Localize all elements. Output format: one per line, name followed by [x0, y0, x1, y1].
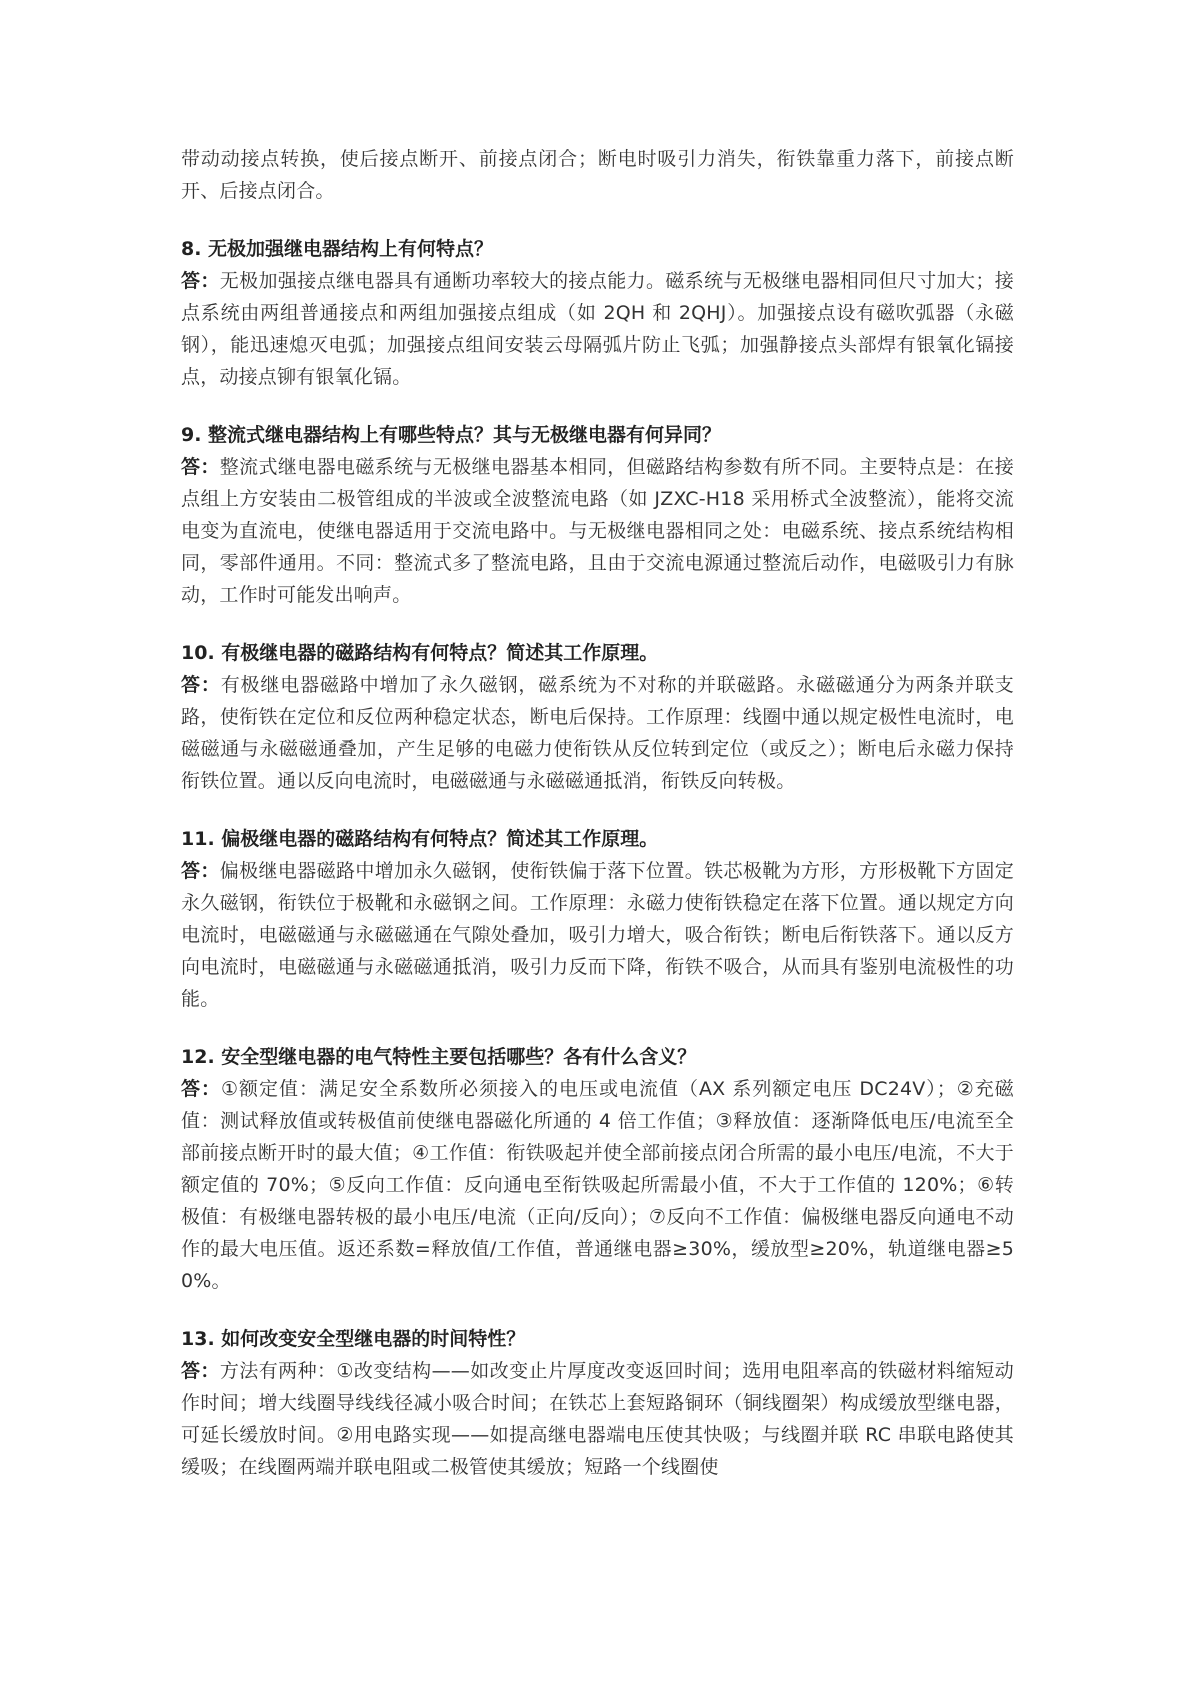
answer-paragraph — [181, 855, 1014, 1015]
question-heading: 10. 有极继电器的磁路结构有何特点？简述其工作原理。 — [181, 642, 659, 664]
answer-paragraph — [181, 669, 1014, 797]
qa-item-8 — [181, 233, 1014, 393]
answer-label: 答： — [181, 456, 220, 478]
answer-text: 方法有两种：①改变结构——如改变止片厚度改变返回时间；选用电阻率高的铁磁材料缩短动作时间；增大线圈导线线径减小吸合时间；在铁芯上套短路铜环（铜线圈架）构成缓放型继电器，可延长缓放时间。②用电路实现——如提高继电器端电压使其快吸；与线圈并联 RC 串联电路使其缓吸；在线圈两端并联电阻或二极管使其缓放；短路一个线圈使 — [181, 1360, 1014, 1478]
answer-label: 答： — [181, 674, 221, 696]
answer-paragraph — [181, 451, 1014, 611]
answer-text: 有极继电器磁路中增加了永久磁钢，磁系统为不对称的并联磁路。永磁磁通分为两条并联支路，使衔铁在定位和反位两种稳定状态，断电后保持。工作原理：线圈中通以规定极性电流时，电磁磁通与永磁磁通叠加，产生足够的电磁力使衔铁从反位转到定位（或反之）；断电后永磁力保持衔铁位置。通以反向电流时，电磁磁通与永磁磁通抵消，衔铁反向转极。 — [181, 674, 1014, 792]
answer-label: 答： — [181, 270, 220, 292]
answer-label: 答： — [181, 1078, 221, 1100]
document-page — [181, 143, 1014, 1483]
qa-item-11 — [181, 823, 1014, 1015]
answer-text: 偏极继电器磁路中增加永久磁钢，使衔铁偏于落下位置。铁芯极靴为方形，方形极靴下方固定永久磁钢，衔铁位于极靴和永磁钢之间。工作原理：永磁力使衔铁稳定在落下位置。通以规定方向电流时，电磁磁通与永磁磁通在气隙处叠加，吸引力增大，吸合衔铁；断电后衔铁落下。通以反方向电流时，电磁磁通与永磁磁通抵消，吸引力反而下降，衔铁不吸合，从而具有鉴别电流极性的功能。 — [181, 860, 1015, 1010]
question-heading: 12. 安全型继电器的电气特性主要包括哪些？各有什么含义？ — [181, 1046, 697, 1068]
answer-label: 答： — [181, 860, 220, 882]
question-heading: 8. 无极加强继电器结构上有何特点？ — [181, 238, 494, 260]
question-heading: 13. 如何改变安全型继电器的时间特性？ — [181, 1328, 526, 1350]
qa-item-10 — [181, 637, 1014, 797]
intro-paragraph: 带动动接点转换，使后接点断开、前接点闭合；断电时吸引力消失，衔铁靠重力落下，前接点断开、后接点闭合。 — [181, 148, 1014, 202]
qa-item-12 — [181, 1041, 1014, 1297]
answer-text: ①额定值：满足安全系数所必须接入的电压或电流值（AX 系列额定电压 DC24V）；②充磁值：测试释放值或转极值前使继电器磁化所通的 4 倍工作值；③释放值：逐渐降低电压/电流至全部前接点断开时的最大值；④工作值：衔铁吸起并使全部前接点闭合所需的最小电压/电流，不大于额定值的 70%；⑤反向工作值：反向通电至衔铁吸起所需最小值，不大于工作值的 120%；⑥转极值：有极继电器转极的最小电压/电流（正向/反向）；⑦反向不工作值：偏极继电器反向通电不动作的最大电压值。返还系数=释放值/工作值，普通继电器≥30%，缓放型≥20%，轨道继电器≥50%。 — [181, 1078, 1014, 1292]
question-heading: 11. 偏极继电器的磁路结构有何特点？简述其工作原理。 — [181, 828, 659, 850]
answer-label: 答： — [181, 1360, 220, 1382]
answer-text: 无极加强接点继电器具有通断功率较大的接点能力。磁系统与无极继电器相同但尺寸加大；接点系统由两组普通接点和两组加强接点组成（如 2QH 和 2QHJ）。加强接点设有磁吹弧器（永磁钢），能迅速熄灭电弧；加强接点组间安装云母隔弧片防止飞弧；加强静接点头部焊有银氧化镉接点，动接点铆有银氧化镉。 — [181, 270, 1015, 388]
answer-text: 整流式继电器电磁系统与无极继电器基本相同，但磁路结构参数有所不同。主要特点是：在接点组上方安装由二极管组成的半波或全波整流电路（如 JZXC-H18 采用桥式全波整流），能将交流电变为直流电，使继电器适用于交流电路中。与无极继电器相同之处：电磁系统、接点系统结构相同，零部件通用。不同：整流式多了整流电路，且由于交流电源通过整流后动作，电磁吸引力有脉动，工作时可能发出响声。 — [181, 456, 1015, 606]
qa-item-13 — [181, 1323, 1014, 1483]
question-heading: 9. 整流式继电器结构上有哪些特点？其与无极继电器有何异同？ — [181, 424, 722, 446]
answer-paragraph — [181, 1073, 1014, 1297]
answer-paragraph — [181, 1355, 1014, 1483]
answer-paragraph — [181, 265, 1014, 393]
qa-item-9 — [181, 419, 1014, 611]
